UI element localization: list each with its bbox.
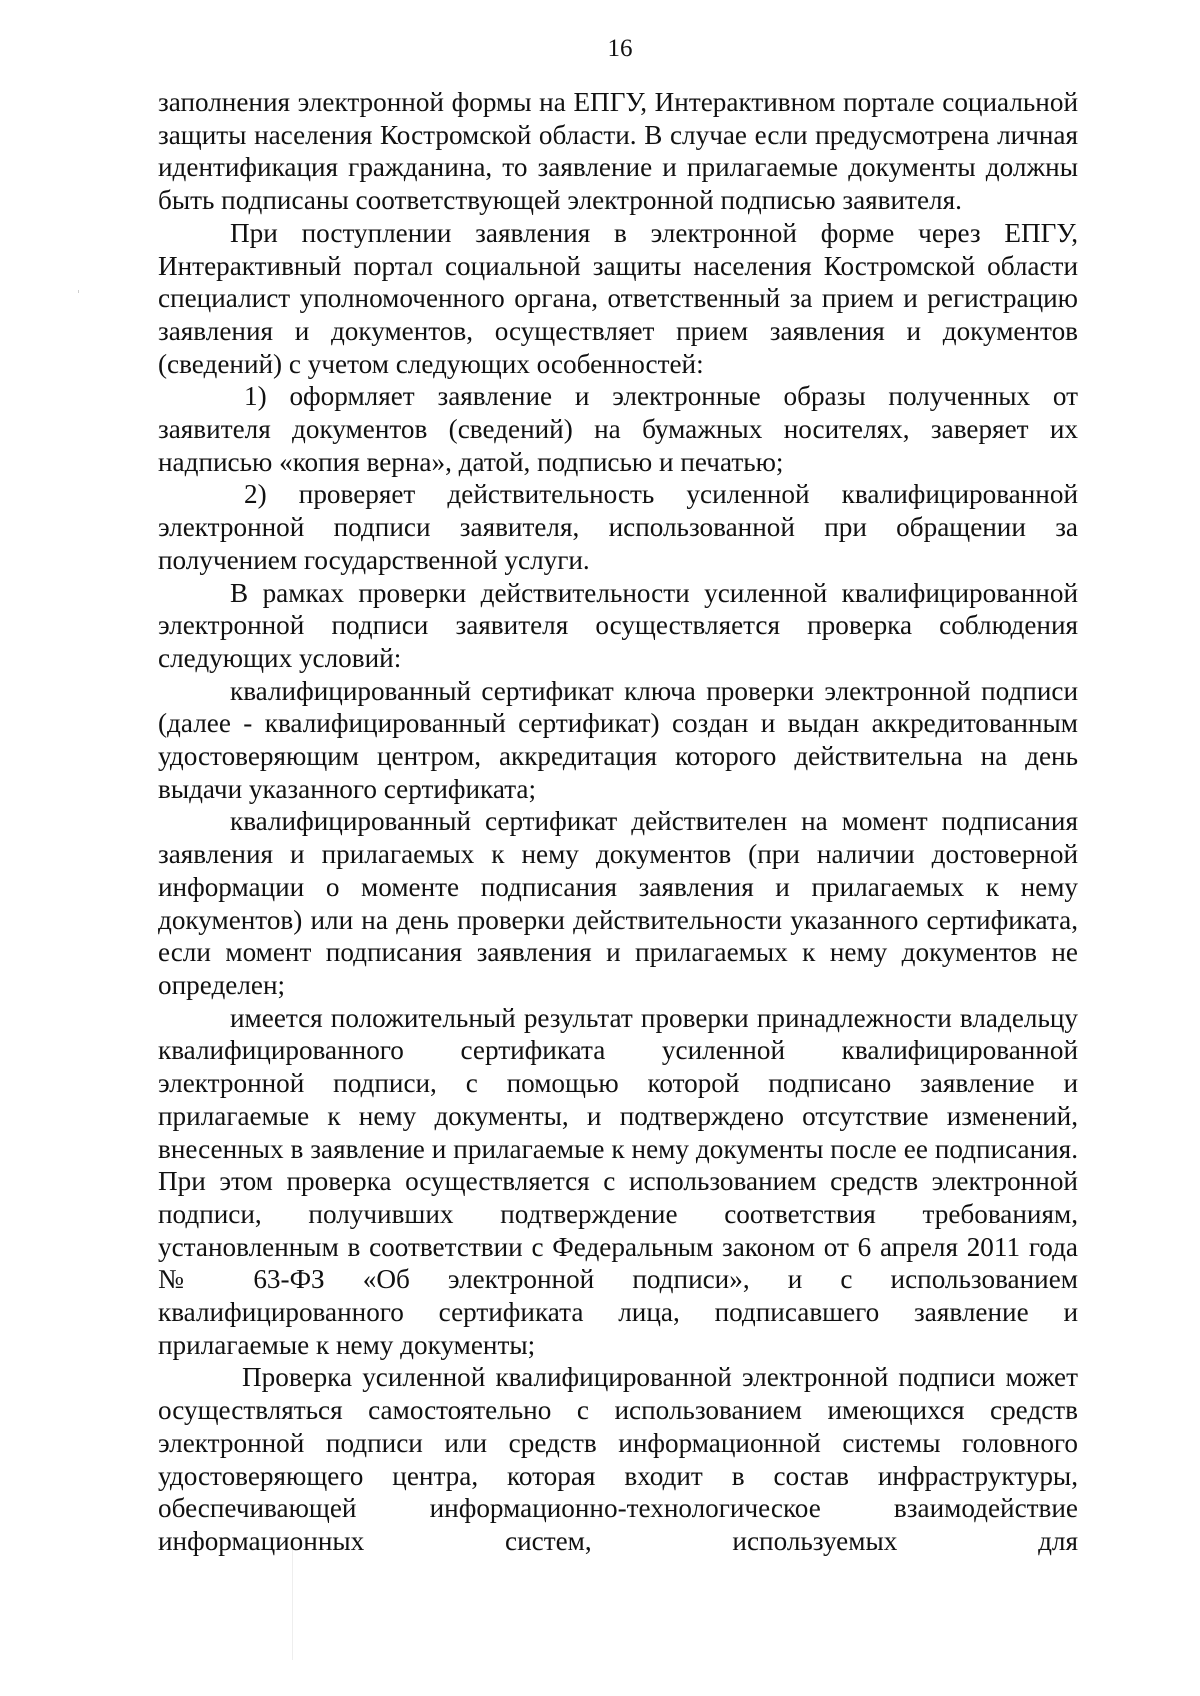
paragraph-condition-certificate-valid: квалифицированный сертификат действителен на момент подписания заявления и прилагаемых к нему документов (при наличии достоверной информации о моменте подписания заявления и прилагаемых к нему документов) или на день проверки действительности указанного сертификата, если момент подписания заявления и прилагаемых к нему документов не определен; (158, 806, 1078, 1000)
scan-artifact-bottom (292, 1540, 293, 1660)
paragraph-item-1: 1) оформляет заявление и электронные образы полученных от заявителя документов (сведений) на бумажных носителях, заверяет их надписью «копия верна», датой, подписью и печатью; (158, 381, 1078, 477)
page-number: 16 (607, 35, 633, 62)
paragraph-verification-methods: Проверка усиленной квалифицированной электронной подписи может осуществляться самостоятельно с использованием имеющихся средств электронной подписи или средств информационной системы головного удостоверяющего центра, которая входит в состав инфраструктуры, обеспечивающей информационно-технологическое взаимодействие информационных систем, используемых для (158, 1362, 1078, 1556)
paragraph-verification-conditions: В рамках проверки действительности усиленной квалифицированной электронной подписи заявителя осуществляется проверка соблюдения следующих условий: (158, 577, 1078, 673)
paragraph-item-2: 2) проверяет действительность усиленной квалифицированной электронной подписи заявителя, использованной при обращении за получением государственной услуги. (158, 479, 1078, 575)
scan-artifact-left (78, 290, 79, 293)
document-body (158, 86, 1078, 1558)
paragraph-continuation: заполнения электронной формы на ЕПГУ, Интерактивном портале социальной защиты населения Костромской области. В случае если предусмотрена личная идентификация гражданина, то заявление и прилагаемые документы должны быть подписаны соответствующей электронной подписью заявителя. (158, 87, 1078, 216)
paragraph-electronic-submission: При поступлении заявления в электронной форме через ЕПГУ, Интерактивный портал социальной защиты населения Костромской области специалист уполномоченного органа, ответственный за прием и регистрацию заявления и документов, осуществляет прием заявления и документов (сведений) с учетом следующих особенностей: (158, 217, 1078, 379)
paragraph-condition-positive-result: имеется положительный результат проверки принадлежности владельцу квалифицированного сертификата усиленной квалифицированной электронной подписи, с помощью которой подписано заявление и прилагаемые к нему документы, и подтверждено отсутствие изменений, внесенных в заявление и прилагаемые к нему документы после ее подписания. При этом проверка осуществляется с использованием средств электронной подписи, получивших подтверждение соответствия требованиям, установленным в соответствии с Федеральным законом от 6 апреля 2011 года № 63-ФЗ «Об электронной подписи», и с использованием квалифицированного сертификата лица, подписавшего заявление и прилагаемые к нему документы; (158, 1002, 1078, 1360)
paragraph-condition-certificate-issued: квалифицированный сертификат ключа проверки электронной подписи (далее - квалифицированный сертификат) создан и выдан аккредитованным удостоверяющим центром, аккредитация которого действительна на день выдачи указанного сертификата; (158, 675, 1078, 804)
